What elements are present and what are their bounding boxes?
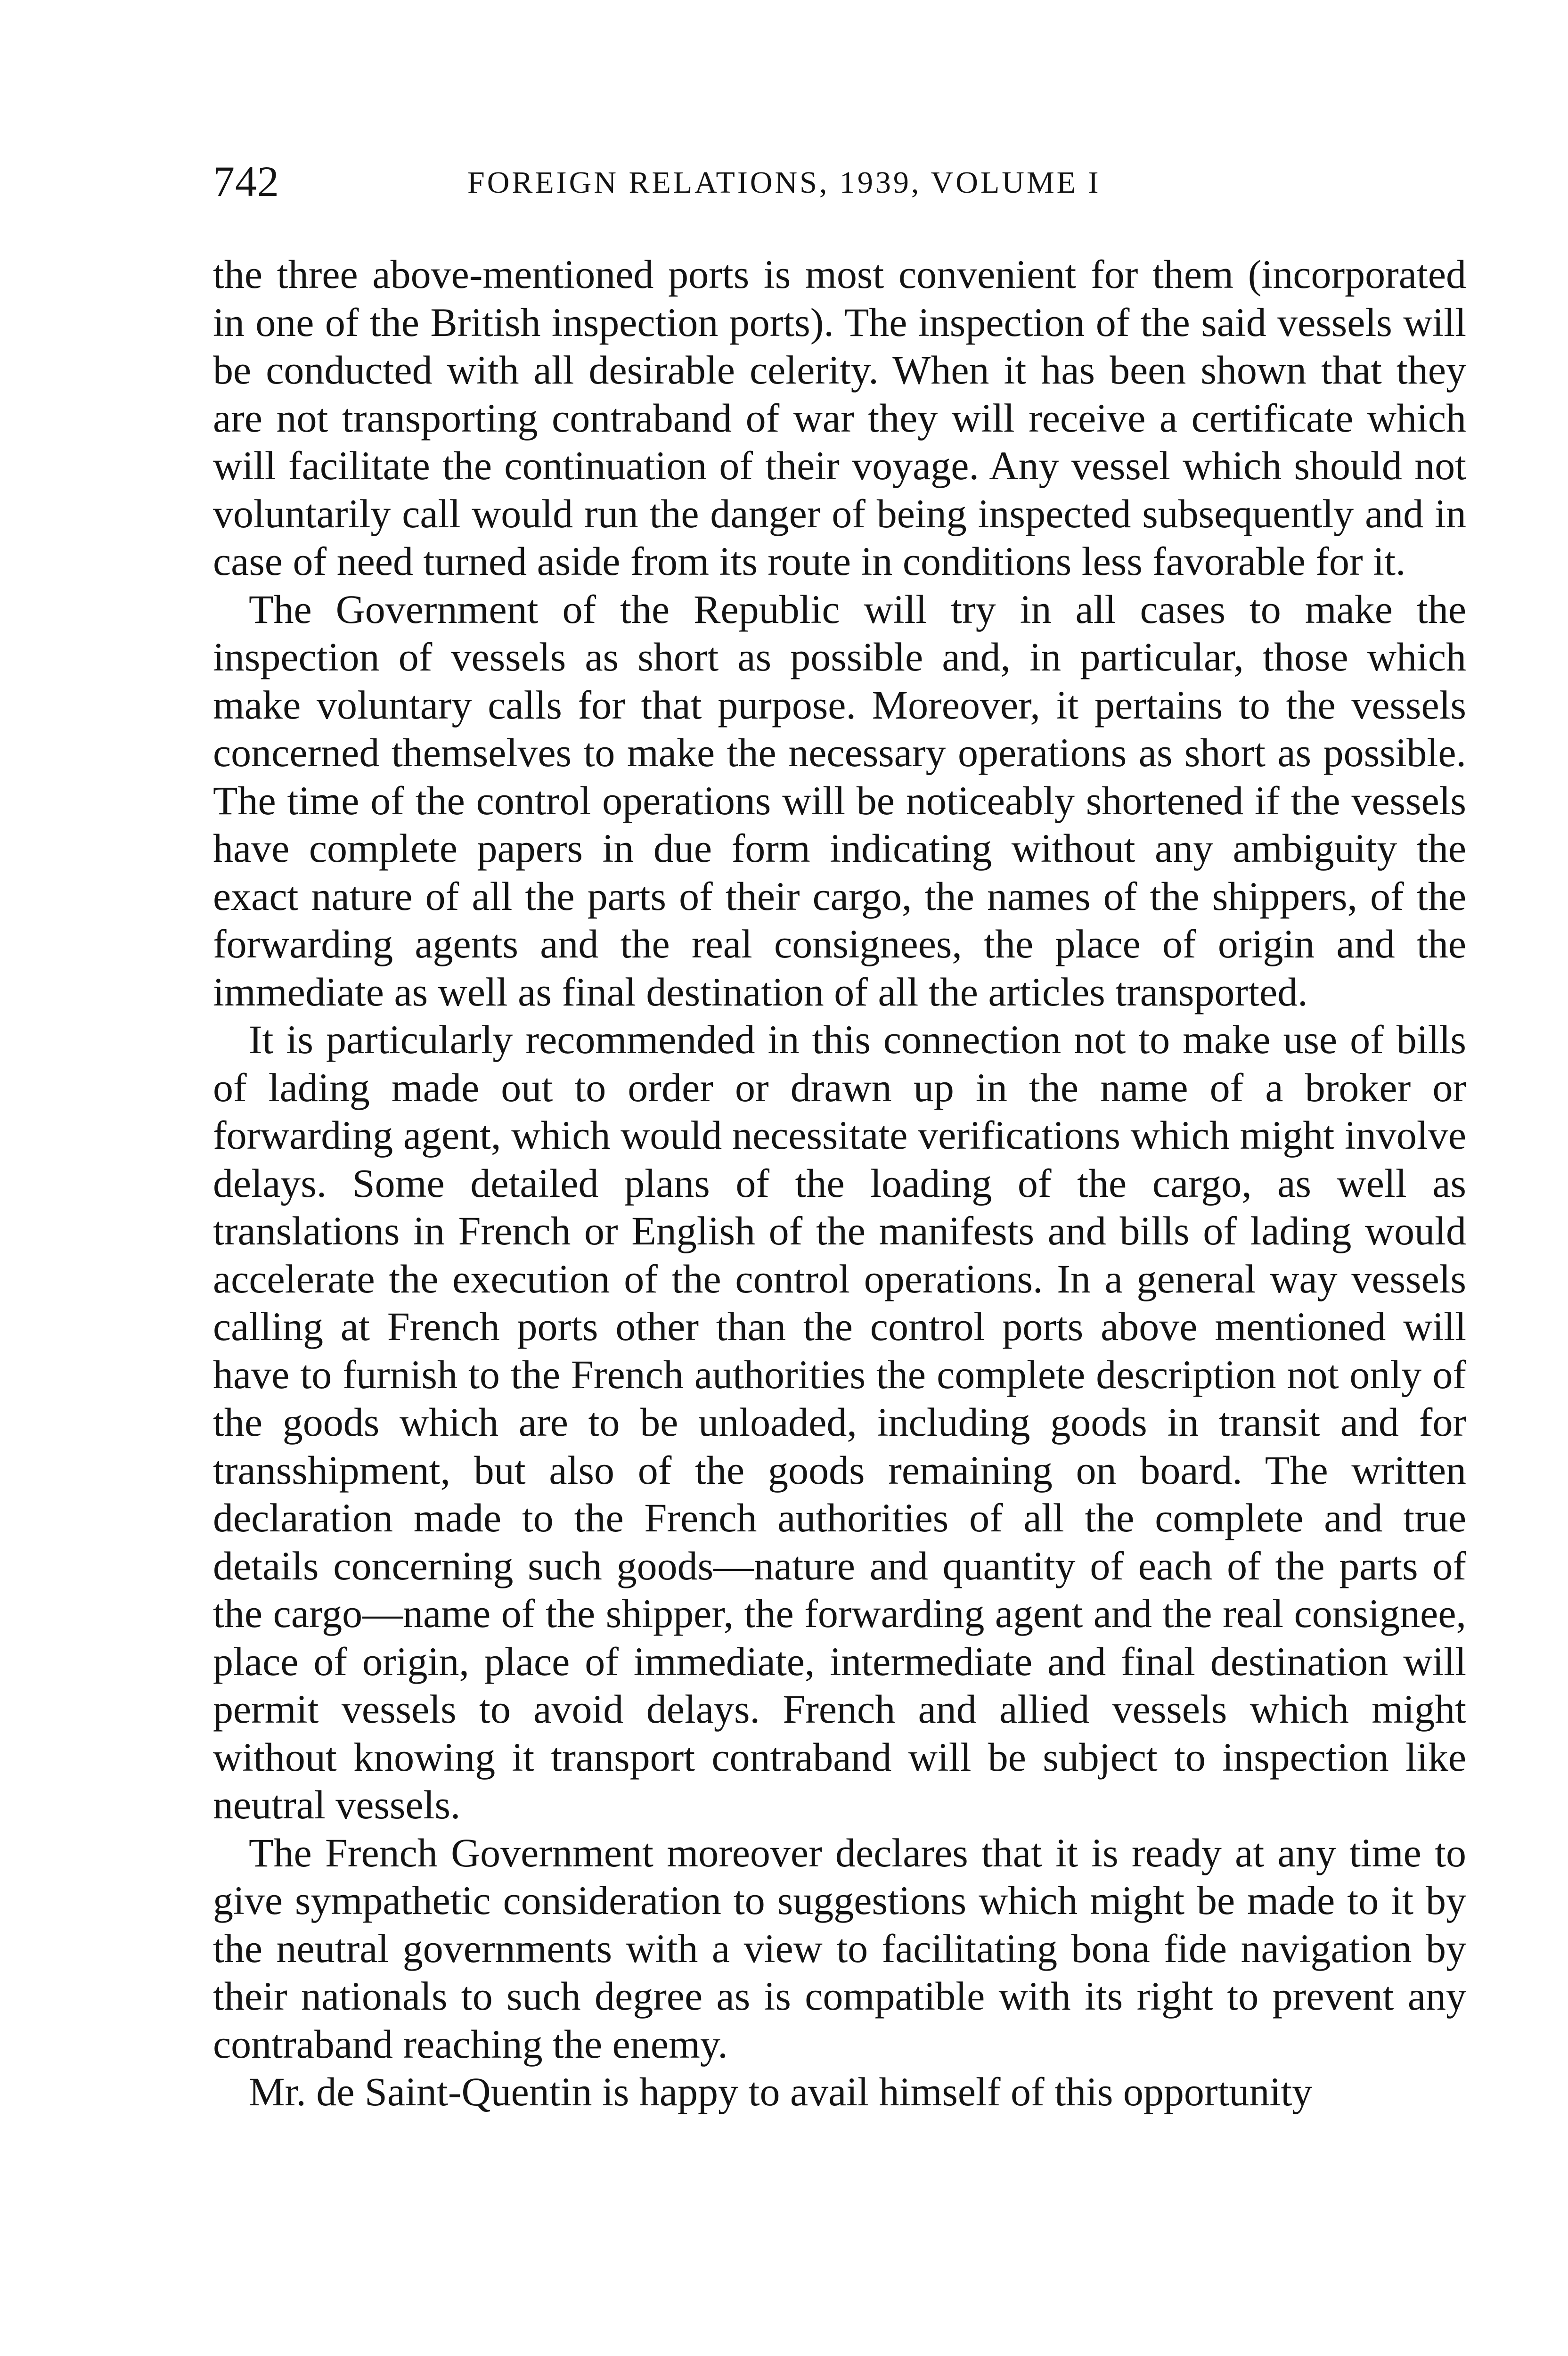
paragraph-government-declaration: The French Government moreover declares that it is ready at any time to give sympathetic consideration to suggestions which might be made to it by the neutral governments with a view to facilitating bona fide navigation by their nationals to such degree as is compatible with its right to prevent any contraband reaching the enemy. (213, 1830, 1466, 2067)
running-head: FOREIGN RELATIONS, 1939, VOLUME I (467, 165, 1101, 200)
body-text (213, 251, 1466, 2116)
paragraph-bills-of-lading: It is particularly recommended in this connection not to make use of bills of lading made out to order or drawn up in the name of a broker or forwarding agent, which would necessitate verifications which might involve delays. Some detailed plans of the loading of the cargo, as well as translations in French or English of the manifests and bills of lading would accelerate the execution of the control operations. In a general way vessels calling at French ports other than the control ports above mentioned will have to furnish to the French authorities the complete description not only of the goods which are to be unloaded, including goods in transit and for transshipment, but also of the goods remaining on board. The written declaration made to the French authorities of all the complete and true details concerning such goods—nature and quantity of each of the parts of the cargo—name of the shipper, the forwarding agent and the real consignee, place of origin, place of immediate, intermediate and final destination will permit vessels to avoid delays. French and allied vessels which might without knowing it transport contraband will be subject to inspection like neutral vessels. (213, 1017, 1466, 1827)
page-number: 742 (213, 157, 279, 205)
page-header (213, 155, 1466, 207)
paragraph-continuation: the three above-mentioned ports is most convenient for them (incorporated in one of the British inspection ports). The inspection of the said vessels will be conducted with all desirable celerity. When it has been shown that they are not transporting contraband of war they will receive a certificate which will facilitate the continuation of their voyage. Any vessel which should not voluntarily call would run the danger of being inspected subsequently and in case of need turned aside from its route in conditions less favorable for it. (213, 252, 1466, 584)
paragraph-inspection-duration: The Government of the Republic will try in all cases to make the inspection of vessels as short as possible and, in particular, those which make voluntary calls for that purpose. Moreover, it pertains to the vessels concerned themselves to make the necessary operations as short as possible. The time of the control operations will be noticeably shortened if the vessels have complete papers in due form indicating without any ambiguity the exact nature of all the parts of their cargo, the names of the shippers, of the forwarding agents and the real consignees, the place of origin and the immediate as well as final destination of all the articles transported. (213, 586, 1466, 1014)
paragraph-closing: Mr. de Saint-Quentin is happy to avail himself of this opportunity (249, 2069, 1313, 2114)
